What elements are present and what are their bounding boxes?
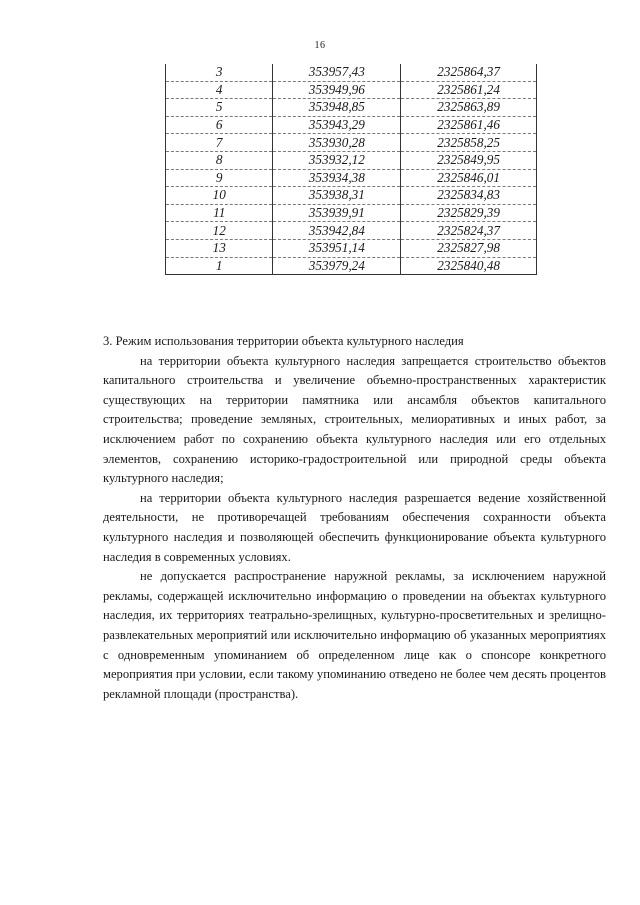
table-row (166, 116, 537, 134)
x-coordinate-cell: 353979,24 (273, 257, 401, 275)
x-coordinate-cell: 353930,28 (273, 134, 401, 152)
x-coordinate-cell: 353948,85 (273, 99, 401, 117)
paragraph-prohibitions: на территории объекта культурного наследия запрещается строительство объектов капитального строительства и увеличение объемно-пространственных характеристик существующих на территории памятника или ансамбля объектов капитального строительства; проведение земляных, строительных, мелиоративных и иных работ, за исключением работ по сохранению объекта культурного наследия или его отдельных элементов, сохранению историко-градостроительной или природной среды объекта культурного наследия; (103, 353, 606, 486)
table-row (166, 239, 537, 257)
x-coordinate-cell: 353932,12 (273, 151, 401, 169)
section-heading: 3. Режим использования территории объекта культурного наследия (103, 334, 464, 348)
x-coordinate-cell: 353939,91 (273, 204, 401, 222)
table-row (166, 99, 537, 117)
y-coordinate-cell: 2325863,89 (401, 99, 537, 117)
table-row (166, 64, 537, 81)
point-number-cell: 10 (166, 187, 273, 205)
x-coordinate-cell: 353943,29 (273, 116, 401, 134)
x-coordinate-cell: 353938,31 (273, 187, 401, 205)
point-number-cell: 5 (166, 99, 273, 117)
y-coordinate-cell: 2325840,48 (437, 257, 500, 273)
y-coordinate-cell: 2325846,01 (401, 169, 537, 187)
table-row (166, 169, 537, 187)
table-row (166, 134, 537, 152)
y-coordinate-cell: 2325858,25 (401, 134, 537, 152)
y-coordinate-cell: 2325827,98 (401, 239, 537, 257)
point-number-cell: 11 (166, 204, 273, 222)
x-coordinate-cell: 353942,84 (273, 222, 401, 240)
point-number-cell: 1 (166, 257, 273, 275)
paragraph-permissions: на территории объекта культурного наследия разрешается ведение хозяйственной деятельности, не противоречащей требованиям обеспечения сохранности объекта культурного наследия и позволяющей обеспечить функционирование объекта культурного наследия в современных условиях. (103, 490, 606, 564)
y-coordinate-cell: 2325861,24 (401, 81, 537, 99)
paragraph-advertising: не допускается распространение наружной рекламы, за исключением наружной рекламы, содержащей исключительно информацию о проведении на объектах культурного наследия, их территориях театрально-зрелищных, культурно-просветительных и зрелищно-развлекательных мероприятий или исключительно информацию об указанных мероприятиях с одновременным упоминанием об определенном лице как о спонсоре конкретного мероприятия при условии, если такому упоминанию отведено не более чем десять процентов рекламной площади (пространства). (103, 569, 606, 701)
table-row (166, 187, 537, 205)
point-number-cell: 3 (166, 64, 273, 81)
point-number-cell: 7 (166, 134, 273, 152)
x-coordinate-cell: 353957,43 (273, 64, 401, 81)
table-row (166, 257, 537, 275)
y-coordinate-cell: 2325829,39 (401, 204, 537, 222)
point-number-cell: 6 (166, 116, 273, 134)
y-coordinate-cell: 2325849,95 (401, 151, 537, 169)
section-body (103, 332, 606, 704)
coordinates-table (165, 64, 537, 275)
x-coordinate-cell: 353949,96 (273, 81, 401, 99)
x-coordinate-cell: 353934,38 (273, 169, 401, 187)
table-row (166, 204, 537, 222)
point-number-cell: 8 (166, 151, 273, 169)
y-coordinate-cell: 2325834,83 (401, 187, 537, 205)
point-number-cell: 9 (166, 169, 273, 187)
y-coordinate-cell: 2325861,46 (401, 116, 537, 134)
table-row (166, 151, 537, 169)
x-coordinate-cell: 353951,14 (273, 239, 401, 257)
y-coordinate-cell: 2325864,37 (401, 64, 537, 81)
point-number-cell: 12 (166, 222, 273, 240)
point-number-cell: 13 (166, 239, 273, 257)
page-number: 16 (314, 40, 326, 51)
coordinates-table-body (166, 64, 537, 275)
table-row (166, 222, 537, 240)
point-number-cell: 4 (166, 81, 273, 99)
table-row (166, 81, 537, 99)
y-coordinate-cell: 2325824,37 (401, 222, 537, 240)
